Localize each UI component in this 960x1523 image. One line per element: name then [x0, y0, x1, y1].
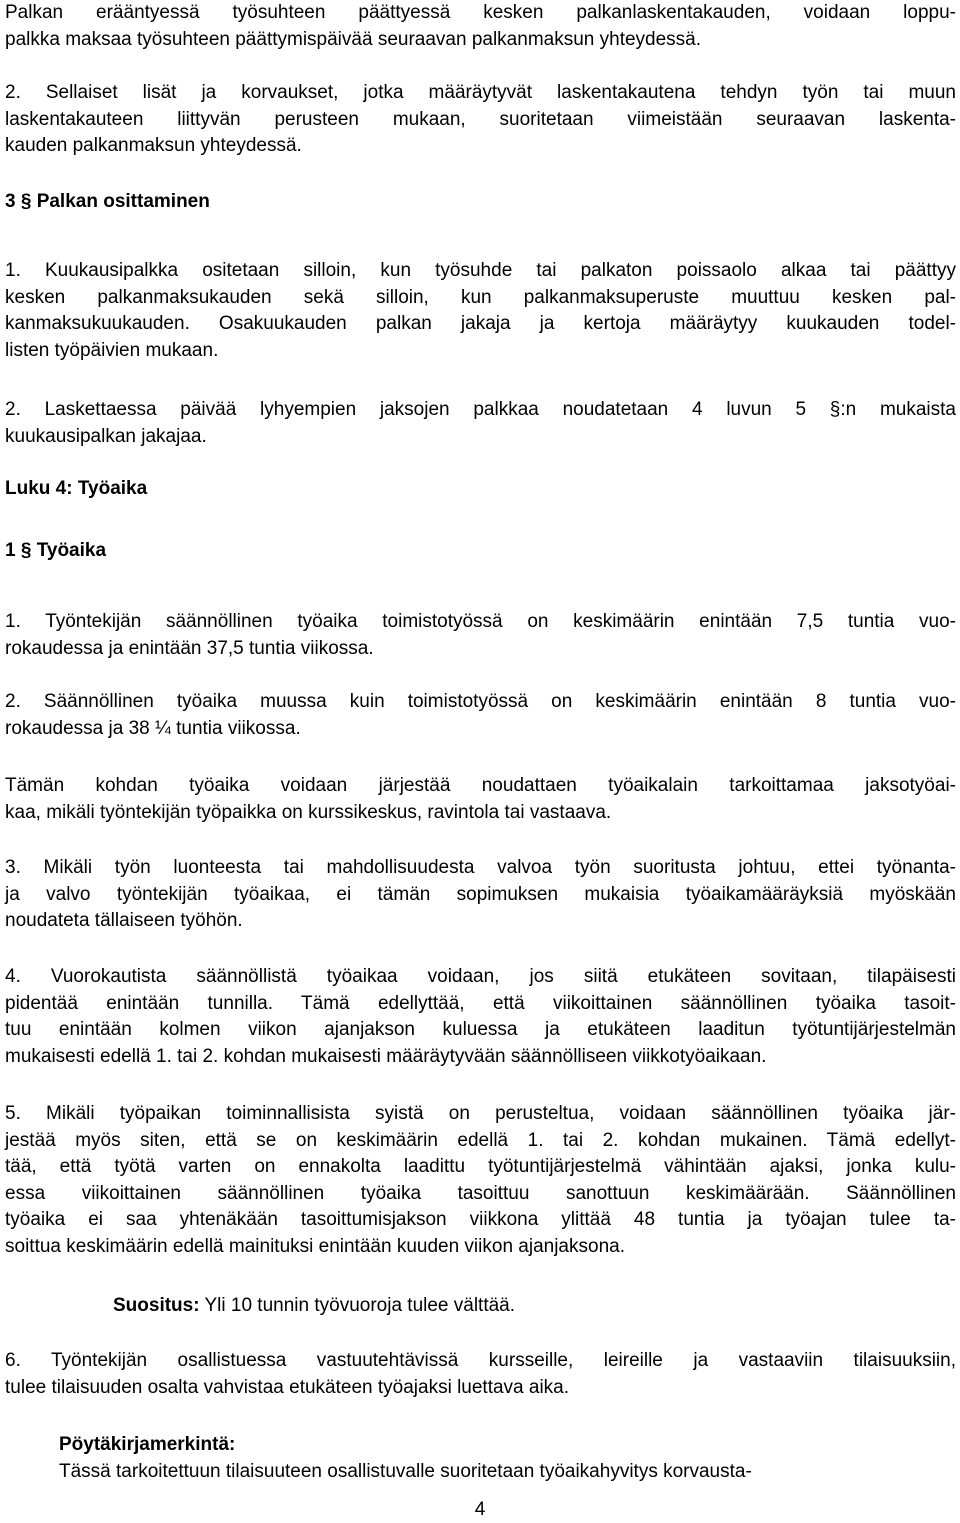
text-line: ja valvo työntekijän työaikaa, ei tämän sopimuksen mukaisia työaikamääräyksiä myöskään — [5, 883, 956, 905]
page-number: 4 — [474, 1499, 486, 1520]
paragraph-final-pay — [5, 0, 956, 53]
text-line: pidentää enintään tunnilla. Tämä edellyttää, että viikoittainen säännöllinen työaika tasoit- — [5, 992, 956, 1014]
text-line: kauden palkanmaksun yhteydessä. — [5, 135, 302, 156]
text-line: työaika ei saa yhtenäkään tasoittumisjakson viikkona ylittää 48 tuntia ja työajan tulee ta- — [5, 1209, 956, 1230]
text-line: 2. Säännöllinen työaika muussa kuin toimistotyössä on keskimäärin enintään 8 tuntia vuo- — [5, 691, 956, 712]
text-line: kesken palkanmaksukauden sekä silloin, kun palkanmaksuperuste muuttuu kesken pal- — [5, 286, 956, 308]
text-line: 4. Vuorokautista säännöllistä työaikaa voidaan, jos siitä etukäteen sovitaan, tilapäisesti — [5, 966, 956, 987]
text-line — [113, 1293, 956, 1320]
paragraph-other-work-hours — [5, 689, 956, 742]
text-line: noudateta tällaiseen työhön. — [5, 910, 243, 931]
text-line: kaa, mikäli työntekijän työpaikka on kurssikeskus, ravintola tai vastaava. — [5, 801, 612, 823]
section-heading-tyoaika: 1 § Työaika — [5, 540, 107, 561]
section-heading-palkan-osittaminen: 3 § Palkan osittaminen — [5, 191, 210, 212]
recommendation-label: Suositus: — [113, 1295, 200, 1316]
paragraph-salary-division — [5, 258, 956, 364]
chapter-heading-tyoaika: Luku 4: Työaika — [5, 478, 148, 499]
paragraph-daily-extension — [5, 964, 956, 1070]
text-line: rokaudessa ja enintään 37,5 tuntia viikossa. — [5, 637, 374, 659]
text-line: 6. Työntekijän osallistuessa vastuutehtävissä kursseille, leireille ja vastaaviin tilaisuuksiin, — [5, 1350, 956, 1371]
paragraph-office-hours — [5, 609, 956, 662]
paragraph-course-duties — [5, 1348, 956, 1401]
text-line: rokaudessa ja 38 ¼ tuntia viikossa. — [5, 717, 301, 739]
text-line: kuukausipalkan jakajaa. — [5, 425, 207, 447]
text-line: Tässä tarkoitettuun tilaisuuteen osallistuvalle suoritetaan työaikahyvitys korvausta- — [59, 1460, 752, 1482]
text-line: listen työpäivien mukaan. — [5, 339, 219, 361]
minutes-label: Pöytäkirjamerkintä: — [59, 1434, 236, 1455]
text-line: 1. Työntekijän säännöllinen työaika toimistotyössä on keskimäärin enintään 7,5 tuntia vuo- — [5, 611, 956, 632]
text-line: Tämän kohdan työaika voidaan järjestää noudattaen työaikalain tarkoittamaa jaksotyöai- — [5, 775, 956, 796]
paragraph-short-periods — [5, 397, 956, 450]
text-line: tuu enintään kolmen viikon ajanjakson kuluessa ja etukäteen laaditun työtuntijärjestelmän — [5, 1019, 956, 1040]
text-line: palkka maksaa työsuhteen päättymispäivää seuraavan palkanmaksun yhteydessä. — [5, 28, 702, 50]
text-line: 2. Sellaiset lisät ja korvaukset, jotka määräytyvät laskentakautena tehdyn työn tai muun — [5, 82, 956, 103]
text-line: mukaisesti edellä 1. tai 2. kohdan mukaisesti määräytyvään säännölliseen viikkotyöaikaan. — [5, 1045, 767, 1067]
paragraph-unsupervised-work — [5, 855, 956, 935]
text-line: 5. Mikäli työpaikan toiminnallisista syistä on perusteltua, voidaan säännöllinen työaika jär- — [5, 1103, 956, 1124]
paragraph-period-work — [5, 773, 956, 826]
text-line: 3. Mikäli työn luonteesta tai mahdollisuudesta valvoa työn suoritusta johtuu, ettei työnanta- — [5, 857, 956, 878]
text-line: 2. Laskettaessa päivää lyhyempien jaksojen palkkaa noudatetaan 4 luvun 5 §:n mukaista — [5, 399, 956, 420]
text-line: jestää myös siten, että se on keskimäärin edellä 1. tai 2. kohdan mukainen. Tämä edellyt- — [5, 1129, 956, 1151]
paragraph-additions — [5, 80, 956, 160]
paragraph-average-hours — [5, 1101, 956, 1260]
text-line: 1. Kuukausipalkka ositetaan silloin, kun työsuhde tai palkaton poissaolo alkaa tai päättyy — [5, 260, 956, 281]
text-line: tulee tilaisuuden osalta vahvistaa etukäteen työajaksi luettava aika. — [5, 1376, 570, 1398]
text-line: essa viikoittainen säännöllinen työaika tasoittuu sanottuun keskimäärään. Säännöllinen — [5, 1182, 956, 1204]
text-line: laskentakauteen liittyvän perusteen mukaan, suoritetaan viimeistään seuraavan laskenta- — [5, 108, 956, 130]
text-line: kanmaksukuukauden. Osakuukauden palkan jakaja ja kertoja määräytyy kuukauden todel- — [5, 313, 956, 334]
recommendation-text: Yli 10 tunnin työvuoroja tulee välttää. — [199, 1295, 516, 1316]
text-line: tää, että työtä varten on ennakolta laadittu työtuntijärjestelmä vähintään ajaksi, jonka kulu- — [5, 1156, 956, 1177]
minutes-note — [59, 1432, 956, 1485]
recommendation-note — [113, 1293, 956, 1320]
text-line: soittua keskimäärin edellä mainituksi enintään kuuden viikon ajanjaksona. — [5, 1235, 625, 1257]
text-line: Palkan erääntyessä työsuhteen päättyessä kesken palkanlaskentakauden, voidaan loppu- — [5, 2, 956, 23]
